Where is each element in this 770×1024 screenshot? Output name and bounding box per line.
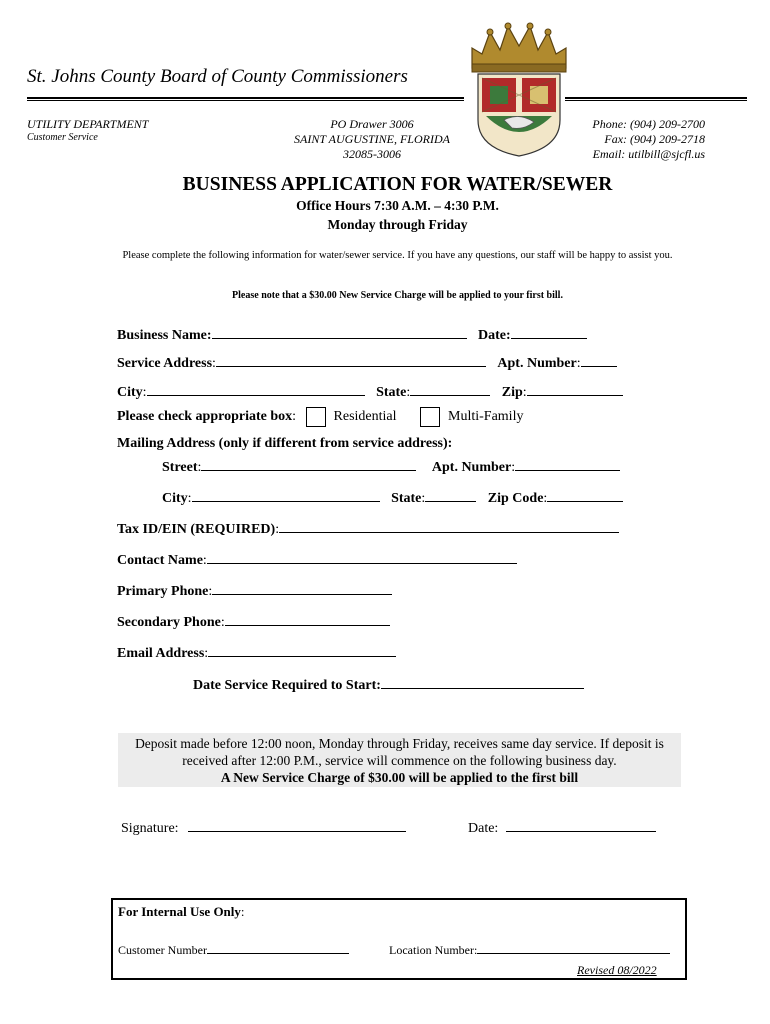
org-title: St. Johns County Board of County Commissioners	[27, 66, 408, 87]
zip-code-field[interactable]	[547, 487, 623, 502]
location-number-label: Location Number:	[389, 943, 478, 957]
customer-number-row	[118, 941, 349, 958]
email-text: Email: utilbill@sjcfl.us	[592, 147, 705, 161]
business-name-row	[117, 324, 587, 344]
primary-phone-label: Primary Phone	[117, 584, 209, 599]
zip-code-label: Zip Code	[487, 491, 544, 506]
street-field[interactable]	[201, 456, 416, 471]
mail-city-field[interactable]	[192, 487, 380, 502]
secondary-phone-label: Secondary Phone	[117, 615, 221, 630]
revised-date: Revised 08/2022	[577, 963, 657, 977]
date-service-row	[193, 674, 584, 694]
signature-label: Signature:	[121, 821, 179, 836]
signature-row	[121, 817, 406, 837]
service-address-field[interactable]	[216, 352, 486, 367]
address-line-2: SAINT AUGUSTINE, FLORIDA	[294, 132, 450, 146]
multi-family-label: Multi-Family	[448, 409, 524, 425]
apt-number-label: Apt. Number	[497, 356, 577, 371]
street-row: Street: Apt. Number:	[162, 456, 620, 476]
city-row: City: State: Zip:	[117, 381, 623, 401]
deposit-notice	[118, 733, 681, 787]
check-box-label: Please check appropriate box	[117, 409, 293, 425]
business-name-label: Business Name:	[117, 328, 212, 343]
tax-id-field[interactable]	[279, 518, 619, 533]
tax-id-row: Tax ID/EIN (REQUIRED):	[117, 518, 619, 538]
date-label: Date:	[478, 328, 511, 343]
customer-number-field[interactable]	[207, 941, 349, 954]
deposit-line-2: received after 12:00 P.M., service will commence on the following business day.	[182, 753, 617, 768]
contact-name-label: Contact Name	[117, 553, 203, 568]
location-number-field[interactable]	[477, 941, 670, 954]
zip-field[interactable]	[527, 381, 623, 396]
mailing-header: Mailing Address (only if different from service address):	[117, 436, 453, 451]
date-field[interactable]	[511, 324, 587, 339]
primary-phone-field[interactable]	[212, 580, 392, 595]
mail-state-label: State	[391, 491, 422, 506]
residential-label: Residential	[333, 409, 397, 425]
address-line-1: PO Drawer 3006	[330, 117, 414, 131]
tax-id-label: Tax ID/EIN (REQUIRED)	[117, 522, 276, 537]
email-address-label: Email Address	[117, 646, 205, 661]
contact-name-row: Contact Name:	[117, 549, 517, 569]
internal-use-title: For Internal Use Only:	[118, 904, 245, 919]
mail-apt-label: Apt. Number	[431, 460, 512, 475]
service-type-row: Please check appropriate box: Residential Multi-Family	[117, 407, 523, 427]
office-hours: Office Hours 7:30 A.M. – 4:30 P.M.	[296, 198, 499, 213]
intro-text: Please complete the following information for water/sewer service. If you have any questions, our staff will be happy to assist you.	[122, 250, 673, 261]
business-name-field[interactable]	[212, 324, 467, 339]
city-field[interactable]	[147, 381, 365, 396]
contact-name-field[interactable]	[207, 549, 517, 564]
secondary-phone-row: Secondary Phone:	[117, 611, 390, 631]
mail-apt-field[interactable]	[515, 456, 620, 471]
apt-number-field[interactable]	[581, 352, 617, 367]
signature-field[interactable]	[188, 817, 406, 832]
office-days: Monday through Friday	[327, 217, 468, 232]
customer-number-label: Customer Number	[118, 943, 207, 957]
deposit-line-3: A New Service Charge of $30.00 will be applied to the first bill	[220, 770, 579, 785]
county-seal-logo	[464, 20, 574, 160]
primary-phone-row: Primary Phone:	[117, 580, 392, 600]
zip-label: Zip	[501, 385, 523, 400]
city-label: City	[117, 385, 143, 400]
form-title: BUSINESS APPLICATION FOR WATER/SEWER	[182, 174, 613, 195]
address-line-3: 32085-3006	[343, 147, 401, 161]
mail-city-row: City: State: Zip Code:	[162, 487, 623, 507]
signature-date-field[interactable]	[506, 817, 656, 832]
mail-city-label: City	[162, 491, 188, 506]
state-field[interactable]	[410, 381, 490, 396]
multi-family-checkbox[interactable]	[420, 407, 440, 427]
email-address-row: Email Address:	[117, 642, 396, 662]
fax-text: Fax: (904) 209-2718	[604, 132, 705, 146]
header-rule-right	[565, 97, 747, 101]
date-service-label: Date Service Required to Start:	[193, 678, 381, 693]
department-sub: Customer Service	[27, 132, 98, 143]
date-service-field[interactable]	[381, 674, 584, 689]
residential-checkbox[interactable]	[306, 407, 326, 427]
department-name: UTILITY DEPARTMENT	[27, 117, 149, 131]
service-address-row: Service Address: Apt. Number:	[117, 352, 617, 372]
deposit-line-1: Deposit made before 12:00 noon, Monday through Friday, receives same day service. If deposit is	[135, 736, 664, 751]
secondary-phone-field[interactable]	[225, 611, 390, 626]
header-rule-left	[27, 97, 464, 101]
signature-date-label: Date:	[468, 821, 499, 836]
phone-text: Phone: (904) 209-2700	[592, 117, 705, 131]
service-address-label: Service Address	[117, 356, 213, 371]
street-label: Street	[162, 460, 198, 475]
mail-state-field[interactable]	[425, 487, 476, 502]
email-address-field[interactable]	[208, 642, 396, 657]
charge-note: Please note that a $30.00 New Service Charge will be applied to your first bill.	[232, 290, 563, 301]
location-number-row	[389, 941, 670, 958]
state-label: State	[376, 385, 407, 400]
signature-date-row	[468, 817, 656, 837]
